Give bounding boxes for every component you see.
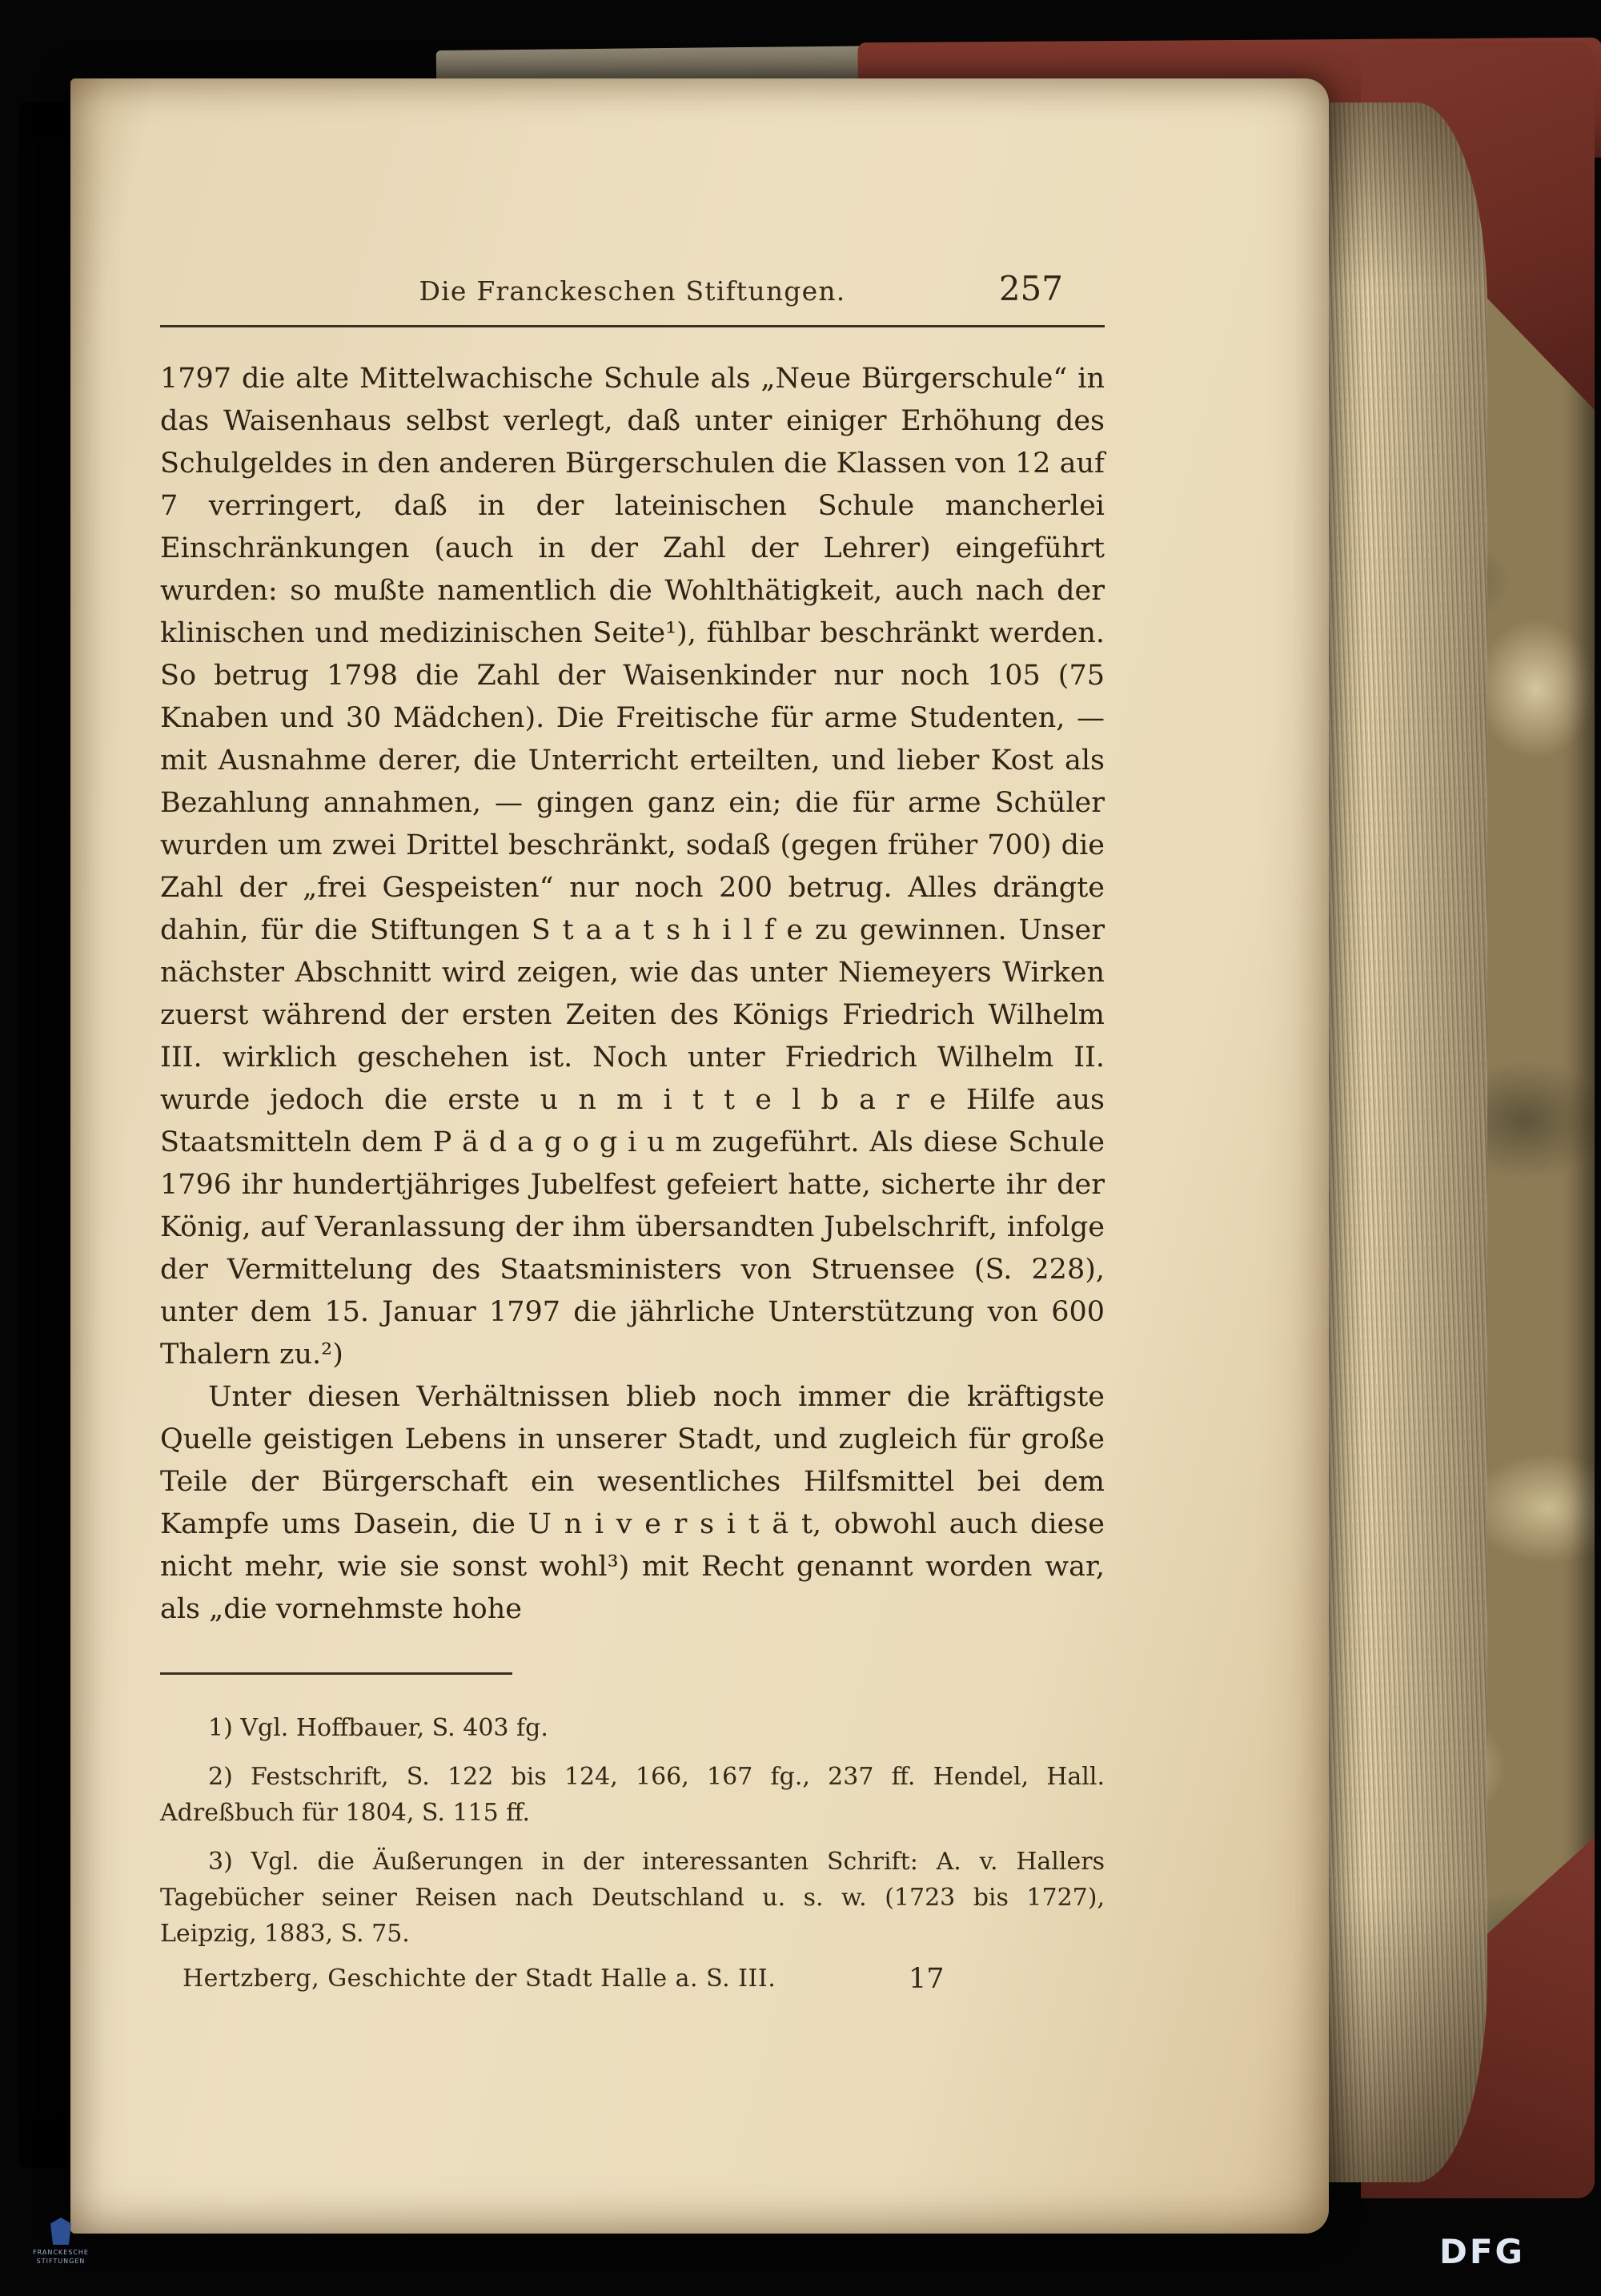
page-footer [160,1965,1105,2005]
page-stack-fore-edge [1318,102,1487,2182]
footnote: 2) Festschrift, S. 122 bis 124, 166, 167 fg., 237 ff. Hendel, Hall. Adreßbuch für 1804, S. 115 ff. [160,1763,1105,1827]
stiftung-logo-line1: FRANCKESCHE [33,2249,89,2256]
stiftung-logo-line2: STIFTUNGEN [36,2258,86,2265]
footnote: 1) Vgl. Hoffbauer, S. 403 fg. [208,1714,548,1742]
franckesche-stiftungen-logo [29,2218,93,2266]
text-column [160,269,1105,2005]
footer-signature: Hertzberg, Geschichte der Stadt Halle a. S. III. [183,1965,776,1993]
page-number: 257 [998,269,1063,308]
header-rule [160,325,1105,327]
running-header: Die Franckeschen Stiftungen. [419,275,846,307]
body-text [160,358,1105,1631]
footnote: 3) Vgl. die Äußerungen in der interessanten Schrift: A. v. Hallers Tagebücher seiner Reisen nach Deutschland u. s. w. (1723 bis 1727), Leipzig, 1883, S. 75. [160,1848,1105,1948]
book-page [70,78,1329,2234]
left-page-edges [19,102,75,2168]
stiftung-logo-text [29,2248,93,2266]
body-paragraph: 1797 die alte Mittelwachische Schule als „Neue Bürgerschule“ in das Waisenhaus selbst verlegt, daß unter einiger Erhöhung des Schulgeldes in den anderen Bürgerschulen die Klassen von 12 auf 7 verringert, daß in der lateinischen Schule mancherlei Einschränkungen (auch in der Zahl der Lehrer) eingeführt wurden: so mußte namentlich die Wohlthätigkeit, auch nach der klinischen und medizinischen Seite¹), fühlbar beschränkt werden. So betrug 1798 die Zahl der Waisenkinder nur noch 105 (75 Knaben und 30 Mädchen). Die Freitische für arme Studenten, — mit Ausnahme derer, die Unterricht erteilten, und lieber Kost als Bezahlung annahmen, — gingen ganz ein; die für arme Schüler wurden um zwei Drittel beschränkt, sodaß (gegen früher 700) die Zahl der „frei Gespeisten“ nur noch 200 betrug. Alles drängte dahin, für die Stiftungen S t a a t s h i l f e zu gewinnen. Unser nächster Abschnitt wird zeigen, wie das unter Niemeyers Wirken zuerst während der ersten Zeiten des Königs Friedrich Wilhelm III. wirklich geschehen ist. Noch unter Friedrich Wilhelm II. wurde jedoch die erste u n m i t t e l b a r e Hilfe aus Staatsmitteln dem P ä d a g o g i u m zugeführt. Als diese Schule 1796 ihr hundertjähriges Jubelfest gefeiert hatte, sicherte ihr der König, auf Veranlassung der ihm übersandten Jubelschrift, infolge der Vermittelung des Staatsministers von Struensee (S. 228), unter dem 15. Januar 1797 die jährliche Unterstützung von 600 Thalern zu.²) [160,363,1105,1371]
page-header [160,269,1105,325]
footnote-separator [160,1672,512,1675]
footnotes [160,1710,1105,1952]
dfg-logo: DFG [1439,2232,1526,2271]
body-paragraph: Unter diesen Verhältnissen blieb noch immer die kräftigste Quelle geistigen Lebens in unserer Stadt, und zugleich für große Teile der Bürgerschaft ein wesentliches Hilfsmittel bei dem Kampfe ums Dasein, die U n i v e r s i t ä t, obwohl auch diese nicht mehr, wie sie sonst wohl³) mit Recht genannt worden war, als „die vornehmste hohe [160,1381,1105,1625]
sheet-number: 17 [909,1963,945,1995]
stiftung-emblem-icon [50,2218,71,2245]
